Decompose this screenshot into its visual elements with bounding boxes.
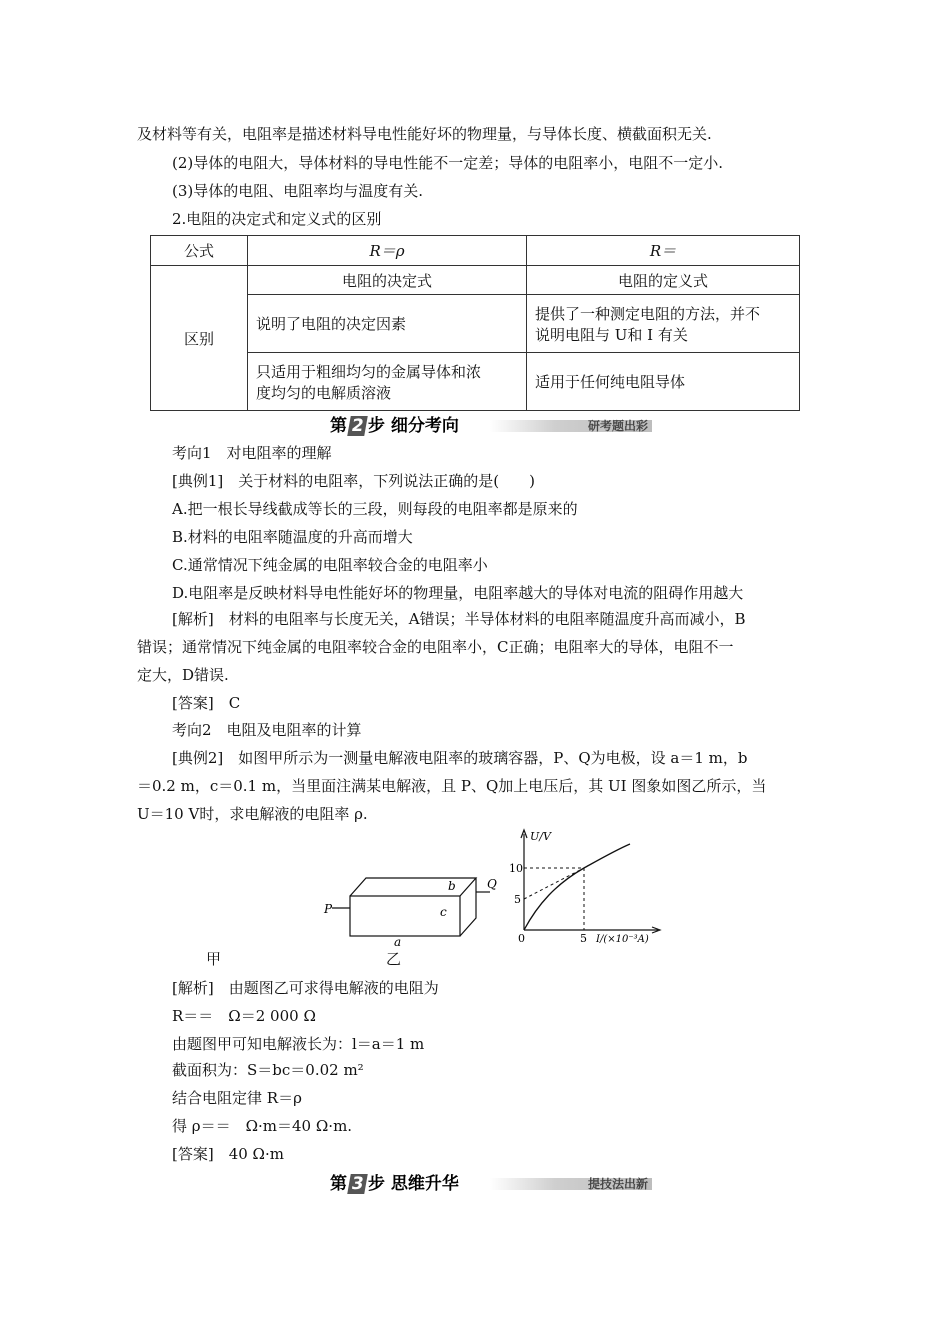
k1-title: 考向1 对电阻率的理解: [172, 444, 332, 462]
ui-curve: [524, 844, 630, 930]
formula-comparison-table: [150, 235, 800, 411]
banner-prefix: 第: [330, 416, 347, 436]
banner-prefix: 第: [330, 1174, 347, 1194]
table-cell-definition-meaning: [527, 295, 800, 353]
table-cell-definition-meaning-l1: 提供了一种测定电阻的方法，并不: [535, 304, 761, 323]
k1-answer: [答案] C: [172, 694, 241, 712]
k2-solution-4: 截面积为：S＝bc＝0.02 m²: [172, 1061, 364, 1079]
figure-glass-container: [322, 868, 500, 948]
banner-suffix: 步 细分考向: [368, 416, 459, 436]
figure-caption-yi: 乙: [386, 950, 402, 968]
k1-question: [典例1] 关于材料的电阻率，下列说法正确的是( ): [172, 472, 535, 490]
k1-option-c: C.通常情况下纯金属的电阻率较合金的电阻率小: [172, 556, 488, 574]
table-cell-definition-meaning-l2: 说明电阻与 U和 I 有关: [535, 325, 688, 344]
label-a: a: [394, 935, 402, 948]
k1-option-d: D.电阻率是反映材料导电性能好坏的物理量，电阻率越大的导体对电流的阻碍作用越大: [172, 584, 744, 602]
k1-option-a: A.把一根长导线截成等长的三段，则每段的电阻率都是原来的: [172, 500, 578, 518]
intro-point-3: (3)导体的电阻、电阻率均与温度有关.: [172, 182, 424, 200]
k2-solution-5: 结合电阻定律 R＝ρ: [172, 1089, 302, 1107]
table-cell-definition-scope: 适用于任何纯电阻导体: [527, 353, 800, 411]
x-axis-label: I/(×10⁻³A): [596, 934, 649, 944]
k2-question-3: U＝10 V时，求电解液的电阻率 ρ.: [137, 805, 368, 823]
y-axis-label: U/V: [530, 830, 551, 843]
k2-solution-3: 由题图甲可知电解液长为：l＝a＝1 m: [172, 1035, 425, 1053]
table-header-decisive: R＝ρ: [248, 236, 527, 266]
k2-solution-2: R＝＝ Ω＝2 000 Ω: [172, 1007, 316, 1025]
table-cell-definition-type: 电阻的定义式: [527, 266, 800, 295]
banner-tagline: 研考题出彩: [587, 419, 648, 433]
k2-solution-1: [解析] 由题图乙可求得电解液的电阻为: [172, 979, 439, 997]
label-c: c: [440, 905, 447, 919]
section-heading-2: 2.电阻的决定式和定义式的区别: [172, 210, 382, 228]
table-row-label-difference: 区别: [151, 266, 248, 411]
table-cell-decisive-scope-l1: 只适用于粗细均匀的金属导体和浓: [256, 362, 482, 381]
label-q: Q: [487, 877, 497, 891]
intro-line-1: 及材料等有关，电阻率是描述材料导电性能好坏的物理量，与导体长度、横截面积无关.: [137, 125, 712, 143]
step-2-banner: [330, 414, 652, 438]
banner-tagline: 提技法出新: [587, 1177, 648, 1191]
k2-question-1: [典例2] 如图甲所示为一测量电解液电阻率的玻璃容器，P、Q为电极，设 a＝1 m，b: [172, 749, 748, 767]
table-cell-decisive-scope: [248, 353, 527, 411]
y-tick-5: 5: [514, 893, 521, 906]
intro-point-2: (2)导体的电阻大，导体材料的导电性能不一定差；导体的电阻率小，电阻不一定小.: [172, 154, 724, 172]
step-3-banner: [330, 1172, 652, 1196]
k2-title: 考向2 电阻及电阻率的计算: [172, 721, 362, 739]
k1-analysis-2: 错误；通常情况下纯金属的电阻率较合金的电阻率小，C正确；电阻率大的导体，电阻不一: [137, 638, 734, 656]
table-cell-decisive-meaning: 说明了电阻的决定因素: [248, 295, 527, 353]
banner-title: [330, 414, 459, 438]
table-cell-decisive-type: 电阻的决定式: [248, 266, 527, 295]
step-number-badge: 2: [347, 416, 368, 436]
table-header-formula: 公式: [151, 236, 248, 266]
table-cell-decisive-scope-l2: 度均匀的电解质溶液: [256, 383, 392, 402]
k2-answer: [答案] 40 Ω·m: [172, 1145, 284, 1163]
k1-analysis-3: 定大，D错误.: [137, 666, 229, 684]
label-b: b: [448, 879, 456, 893]
banner-suffix: 步 思维升华: [368, 1174, 459, 1194]
label-p: P: [324, 902, 333, 916]
origin-label: 0: [518, 932, 525, 944]
k2-solution-6: 得 ρ＝＝ Ω·m＝40 Ω·m.: [172, 1117, 353, 1135]
k1-analysis-1: [解析] 材料的电阻率与长度无关，A错误；半导体材料的电阻率随温度升高而减小，B: [172, 610, 746, 628]
step-number-badge: 3: [347, 1174, 368, 1194]
y-tick-10: 10: [509, 862, 523, 875]
figure-caption-jia: 甲: [206, 950, 222, 968]
table-header-definition: R＝: [527, 236, 800, 266]
figure-ui-graph: [508, 826, 668, 944]
k1-option-b: B.材料的电阻率随温度的升高而增大: [172, 528, 413, 546]
banner-title: [330, 1172, 459, 1196]
x-tick-5: 5: [580, 932, 587, 944]
k2-question-2: ＝0.2 m，c＝0.1 m，当里面注满某电解液，且 P、Q加上电压后，其 UI 图象如图乙所示，当: [137, 777, 767, 795]
